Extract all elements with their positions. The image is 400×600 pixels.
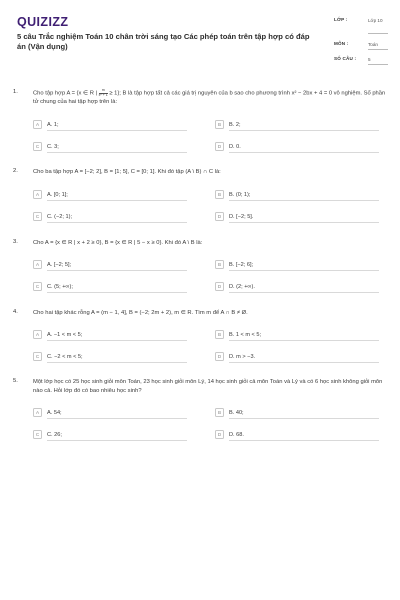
option-text: A. 54; [47, 409, 62, 416]
worksheet-title: 5 câu Trắc nghiệm Toán 10 chân trời sáng tạo Các phép toán trên tập hợp có đáp án (Vận dụng) [17, 32, 310, 51]
option-underline [47, 200, 187, 201]
option-text: B. [−2; 6]; [229, 261, 254, 268]
question-text [33, 89, 388, 107]
option-text: A. [0; 1]; [47, 191, 68, 198]
option-letter-box[interactable]: A [33, 260, 42, 269]
grade-underline [368, 33, 388, 34]
option-letter-box[interactable]: B [215, 190, 224, 199]
option-letter-box[interactable]: A [33, 330, 42, 339]
option-underline [229, 418, 379, 419]
option-underline [229, 130, 379, 131]
count-value: 5 [368, 57, 371, 62]
grade-value: Lớp 10 [368, 18, 383, 23]
subject-label: MÔN : [334, 41, 349, 46]
option-underline [47, 340, 187, 341]
option-underline [229, 200, 379, 201]
option-text: A. 1; [47, 121, 59, 128]
option-letter-box[interactable]: D [215, 212, 224, 221]
option-letter-box[interactable]: D [215, 282, 224, 291]
option-text: B. 2; [229, 121, 241, 128]
fraction-numerator: m [101, 88, 105, 92]
question-number: 4. [13, 309, 18, 315]
option-text: C. 3; [47, 143, 59, 150]
option-underline [229, 222, 379, 223]
option-text: D. [−2; 5]. [229, 213, 254, 220]
grade-label: LỚP : [334, 17, 348, 22]
question-text-part: Cho tập hợp A = {x ∈ R | [33, 90, 98, 97]
option-letter-box[interactable]: D [215, 142, 224, 151]
option-underline [47, 130, 187, 131]
option-underline [229, 152, 379, 153]
question-text: Cho A = {x ∈ R | x + 2 ≥ 0}, B = {x ∈ R | 5 − x ≥ 0}. Khi đó A \ B là: [33, 240, 203, 246]
option-text: D. 0. [229, 143, 241, 150]
option-underline [229, 362, 379, 363]
option-letter-box[interactable]: B [215, 330, 224, 339]
option-letter-box[interactable]: B [215, 408, 224, 417]
question-text: Cho ba tập hợp A = [−2; 2], B = [1; 5], C = [0; 1]. Khi đó tập (A \ B) ∩ C là: [33, 169, 221, 175]
count-label: SỐ CÂU : [334, 56, 357, 61]
option-text: C. 26; [47, 431, 62, 438]
option-text: A. −1 < m < 5; [47, 331, 83, 338]
question-text-part: ≥ 1}; B là tập hợp tất cả các giá trị nguyên của b sao cho phương trình x² − 2bx + 4 = 0 vô nghiệm. Số phần tử chung của hai tập hợp trên là: [33, 90, 386, 106]
option-letter-box[interactable]: A [33, 408, 42, 417]
subject-underline [368, 49, 388, 50]
question-text: Một lớp học có 25 học sinh giỏi môn Toán, 23 học sinh giỏi môn Lý, 14 học sinh giỏi cả môn Toán và Lý và có 6 học sinh không giỏi môn nào cả. Hỏi lớp đó có bao nhiêu học sinh? [33, 379, 383, 394]
count-underline [368, 64, 388, 65]
option-letter-box[interactable]: C [33, 142, 42, 151]
fraction-denominator: x² + 1 [98, 92, 108, 97]
option-letter-box[interactable]: D [215, 430, 224, 439]
option-text: C. (−2; 1); [47, 213, 73, 220]
option-text: D. 68. [229, 431, 244, 438]
option-text: B. (0; 1); [229, 191, 251, 198]
option-letter-box[interactable]: B [215, 120, 224, 129]
option-text: B. 1 < m < 5; [229, 331, 262, 338]
option-underline [229, 440, 379, 441]
option-underline [47, 440, 187, 441]
option-underline [47, 222, 187, 223]
option-underline [47, 418, 187, 419]
question-text: Cho hai tập khác rỗng A = (m − 1, 4], B = (−2; 2m + 2), m ∈ R. Tìm m để A ∩ B ≠ Ø. [33, 310, 248, 316]
option-underline [47, 270, 187, 271]
option-letter-box[interactable]: C [33, 212, 42, 221]
option-underline [229, 340, 379, 341]
option-underline [47, 362, 187, 363]
option-letter-box[interactable]: C [33, 430, 42, 439]
option-text: B. 40; [229, 409, 244, 416]
option-letter-box[interactable]: A [33, 190, 42, 199]
option-letter-box[interactable]: B [215, 260, 224, 269]
subject-value: Toán [368, 42, 378, 47]
quizizz-logo: QUIZIZZ [17, 15, 69, 29]
option-text: C. −2 < m < 5; [47, 353, 83, 360]
option-letter-box[interactable]: D [215, 352, 224, 361]
option-letter-box[interactable]: A [33, 120, 42, 129]
fraction [99, 89, 108, 97]
question-number: 2. [13, 168, 18, 174]
option-letter-box[interactable]: C [33, 352, 42, 361]
option-underline [47, 292, 187, 293]
option-text: A. [−2; 5]; [47, 261, 72, 268]
question-number: 1. [13, 89, 18, 95]
option-letter-box[interactable]: C [33, 282, 42, 291]
question-number: 3. [13, 239, 18, 245]
option-underline [229, 270, 379, 271]
option-text: C. (5; +∞); [47, 283, 73, 290]
option-text: D. m > −3. [229, 353, 256, 360]
option-underline [229, 292, 379, 293]
option-text: D. (2; +∞). [229, 283, 255, 290]
option-underline [47, 152, 187, 153]
question-number: 5. [13, 378, 18, 384]
